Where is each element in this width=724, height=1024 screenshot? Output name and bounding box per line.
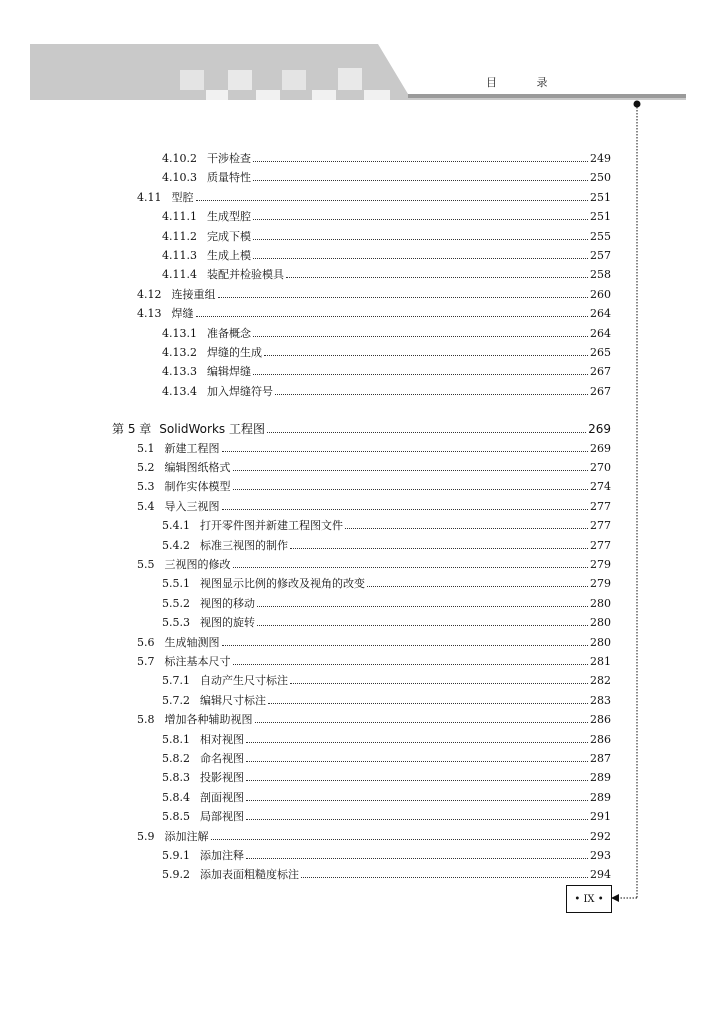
toc-entry-title: 视图的移动 — [200, 596, 255, 610]
toc-entry-page: 255 — [590, 229, 611, 243]
toc-entry[interactable] — [137, 286, 611, 304]
toc-entry-title: 命名视图 — [200, 752, 244, 765]
toc-entry-page: 277 — [590, 538, 611, 552]
toc-entry-number: 4.11.3 — [162, 249, 197, 262]
toc-leader-dots — [246, 761, 588, 762]
toc-entry-title: 打开零件图并新建工程图文件 — [200, 519, 343, 533]
toc-entry-page: 289 — [590, 790, 611, 804]
toc-entry-title: 质量特性 — [207, 171, 251, 185]
toc-entry-page: 267 — [590, 384, 611, 398]
toc-entry[interactable] — [162, 537, 611, 555]
toc-entry-title: 干涉检查 — [207, 152, 251, 165]
toc-entry-number: 5.5.2 — [162, 596, 190, 610]
toc-entry-page: 251 — [590, 210, 611, 224]
toc-entry[interactable] — [162, 169, 611, 187]
toc-leader-dots — [367, 586, 588, 587]
toc-entry[interactable] — [162, 266, 611, 284]
toc-entry-page: 279 — [590, 558, 611, 571]
toc-entry-title: 投影视图 — [200, 771, 244, 785]
toc-entry-page: 269 — [590, 441, 611, 455]
toc-entry[interactable] — [162, 808, 611, 826]
toc-entry[interactable] — [137, 305, 611, 323]
toc-leader-dots — [233, 567, 589, 568]
toc-entry-number: 4.11.2 — [162, 229, 197, 243]
toc-entry-page: 267 — [590, 365, 611, 379]
toc-entry[interactable] — [162, 575, 611, 593]
toc-entry-title: 连接重组 — [171, 287, 216, 301]
toc-entry-page: 280 — [590, 596, 611, 610]
toc-entry-number: 4.10.2 — [162, 152, 197, 165]
toc-entry[interactable] — [162, 750, 611, 768]
toc-entry[interactable] — [137, 634, 611, 652]
toc-entry[interactable] — [137, 498, 611, 516]
toc-entry-number: 5.7.2 — [162, 693, 190, 707]
toc-entry-title: 生成上模 — [207, 249, 251, 262]
toc-leader-dots — [233, 489, 589, 490]
toc-entry[interactable] — [162, 344, 611, 362]
toc-entry-number: 4.11.1 — [162, 210, 197, 224]
toc-entry[interactable] — [162, 692, 611, 710]
toc-leader-dots — [246, 858, 588, 859]
toc-leader-dots — [253, 258, 588, 259]
toc-entry[interactable] — [162, 769, 611, 787]
toc-entry-title: 编辑焊缝 — [207, 365, 251, 379]
toc-entry-number: 5.5.3 — [162, 616, 190, 630]
toc-leader-dots — [246, 780, 588, 781]
toc-entry-number: 4.13.3 — [162, 365, 197, 379]
toc-entry-number: 5.3 — [137, 480, 155, 494]
toc-entry-page: 277 — [590, 499, 611, 513]
toc-leader-dots — [264, 355, 588, 356]
toc-entry[interactable] — [162, 517, 611, 535]
toc-entry-number: 5.2 — [137, 461, 155, 474]
header-title: 目 录 — [486, 76, 566, 89]
toc-leader-dots — [233, 470, 589, 471]
toc-entry-title: 装配并检验模具 — [207, 268, 284, 282]
toc-entry-number: 5.9.1 — [162, 849, 190, 862]
toc-leader-dots — [253, 219, 588, 220]
toc-leader-dots — [257, 625, 588, 626]
toc-entry-page: 249 — [590, 152, 611, 165]
toc-entry[interactable] — [137, 653, 611, 671]
toc-entry-title: 自动产生尺寸标注 — [200, 674, 288, 688]
toc-leader-dots — [253, 336, 588, 337]
toc-entry-title: 相对视图 — [200, 732, 244, 746]
toc-entry[interactable] — [112, 420, 611, 438]
toc-leader-dots — [255, 722, 589, 723]
toc-entry-page: 283 — [590, 693, 611, 707]
toc-entry-page: 258 — [590, 268, 611, 282]
toc-entry-page: 250 — [590, 171, 611, 185]
toc-entry[interactable] — [162, 789, 611, 807]
toc-leader-dots — [290, 548, 588, 549]
toc-entry-title: 视图显示比例的修改及视角的改变 — [200, 577, 365, 591]
toc-leader-dots — [267, 432, 586, 433]
toc-entry-page: 289 — [590, 771, 611, 785]
toc-entry[interactable] — [162, 672, 611, 690]
toc-entry[interactable] — [137, 440, 611, 458]
toc-leader-dots — [233, 664, 589, 665]
toc-entry[interactable] — [162, 150, 611, 168]
toc-entry-page: 286 — [590, 732, 611, 746]
toc-entry-number: 5.7.1 — [162, 674, 190, 688]
toc-entry-page: 265 — [590, 346, 611, 359]
toc-entry-title: 局部视图 — [200, 810, 244, 824]
toc-entry-page: 294 — [590, 868, 611, 882]
toc-entry-page: 292 — [590, 829, 611, 843]
toc-entry-page: 287 — [590, 752, 611, 765]
toc-leader-dots — [253, 239, 588, 240]
toc-entry-page: 251 — [590, 190, 611, 204]
toc-entry-number: 5.8.3 — [162, 771, 190, 785]
toc-entry-page: 260 — [590, 287, 611, 301]
toc-entry-number: 5.8.5 — [162, 810, 190, 824]
toc-leader-dots — [345, 528, 588, 529]
toc-entry-number: 4.13.2 — [162, 346, 197, 359]
toc-entry-number: 5.8.1 — [162, 732, 190, 746]
toc-entry-number: 5.7 — [137, 655, 155, 668]
toc-entry-title: 标准三视图的制作 — [200, 538, 288, 552]
toc-entry-title: 编辑尺寸标注 — [200, 693, 266, 707]
toc-leader-dots — [218, 297, 589, 298]
toc-entry-number: 5.4.2 — [162, 538, 190, 552]
toc-entry-title: 型腔 — [171, 190, 194, 204]
toc-leader-dots — [257, 606, 588, 607]
toc-entry-number: 5.4 — [137, 499, 155, 513]
toc-entry[interactable] — [162, 363, 611, 381]
toc-leader-dots — [246, 800, 588, 801]
toc-entry[interactable] — [162, 614, 611, 632]
toc-entry-title: 焊缝 — [171, 307, 194, 321]
toc-leader-dots — [222, 645, 589, 646]
toc-entry-title: 导入三视图 — [164, 499, 220, 513]
toc-entry-page: 269 — [588, 422, 611, 437]
toc-entry[interactable] — [162, 325, 611, 343]
toc-entry-number: 5.9.2 — [162, 868, 190, 882]
page-number-label: • IX • — [574, 893, 604, 905]
toc-entry-page: 279 — [590, 577, 611, 591]
toc-entry-number: 5.8.4 — [162, 790, 190, 804]
toc-entry-page: 293 — [590, 849, 611, 862]
toc-entry-page: 291 — [590, 810, 611, 824]
toc-entry-title: 加入焊缝符号 — [207, 384, 273, 398]
toc-entry-title: 生成型腔 — [207, 210, 251, 224]
toc-leader-dots — [246, 819, 588, 820]
toc-entry-page: 280 — [590, 616, 611, 630]
toc-entry-page: 264 — [590, 307, 611, 321]
toc-entry-page: 264 — [590, 326, 611, 340]
toc-entry-number: 5.8.2 — [162, 752, 190, 765]
toc-entry-title: 焊缝的生成 — [207, 346, 262, 359]
header-decoration — [30, 44, 686, 100]
toc-entry-number: 5.4.1 — [162, 519, 190, 533]
toc-leader-dots — [196, 200, 589, 201]
toc-entry-number: 5.6 — [137, 635, 155, 649]
toc-entry-title: 生成轴测图 — [164, 635, 220, 649]
toc-entry-title: 编辑图纸格式 — [164, 461, 231, 474]
toc-entry[interactable] — [162, 847, 611, 865]
toc-entry-title: 标注基本尺寸 — [164, 655, 231, 668]
toc-entry-title: 准备概念 — [207, 326, 251, 340]
toc-entry-page: 257 — [590, 249, 611, 262]
toc-entry-page: 281 — [590, 655, 611, 668]
toc-entry-number: 4.10.3 — [162, 171, 197, 185]
toc-entry-title: SolidWorks 工程图 — [159, 422, 265, 437]
toc-entry-page: 282 — [590, 674, 611, 688]
toc-leader-dots — [301, 877, 588, 878]
toc-entry[interactable] — [162, 247, 611, 265]
toc-entry-number: 4.11 — [137, 190, 162, 204]
toc-entry-number: 5.9 — [137, 829, 155, 843]
toc-entry-number: 4.11.4 — [162, 268, 197, 282]
toc-leader-dots — [290, 683, 588, 684]
toc-leader-dots — [253, 180, 588, 181]
toc-entry[interactable] — [137, 556, 611, 574]
toc-entry-page: 270 — [590, 461, 611, 474]
toc-entry[interactable] — [162, 383, 611, 401]
toc-leader-dots — [286, 277, 588, 278]
toc-entry[interactable] — [137, 711, 611, 729]
toc-entry[interactable] — [162, 595, 611, 613]
toc-entry[interactable] — [162, 208, 611, 226]
toc-entry-title: 新建工程图 — [164, 441, 220, 455]
toc-entry-title: 制作实体模型 — [164, 480, 231, 494]
page-number — [566, 885, 612, 913]
toc-entry-number: 5.5.1 — [162, 577, 190, 591]
toc-entry[interactable] — [137, 189, 611, 207]
toc-leader-dots — [275, 394, 588, 395]
toc-leader-dots — [253, 374, 588, 375]
toc-entry[interactable] — [137, 828, 611, 846]
toc-entry-number: 5.5 — [137, 558, 155, 571]
toc-entry[interactable] — [162, 866, 611, 884]
toc-entry-title: 完成下模 — [207, 229, 251, 243]
toc-entry[interactable] — [137, 459, 611, 477]
toc-leader-dots — [268, 703, 588, 704]
toc-entry-page: 274 — [590, 480, 611, 494]
toc-entry-number: 4.12 — [137, 287, 162, 301]
toc-leader-dots — [211, 839, 589, 840]
toc-entry-title: 增加各种辅助视图 — [164, 713, 253, 727]
toc-entry[interactable] — [162, 228, 611, 246]
toc-entry-page: 280 — [590, 635, 611, 649]
toc-entry-title: 添加注释 — [200, 849, 244, 862]
toc-entry[interactable] — [162, 731, 611, 749]
toc-entry-title: 添加注解 — [164, 829, 209, 843]
toc-entry-number: 4.13.4 — [162, 384, 197, 398]
toc-entry-page: 286 — [590, 713, 611, 727]
toc-entry-title: 剖面视图 — [200, 790, 244, 804]
page-header — [0, 0, 724, 120]
toc-leader-dots — [222, 509, 589, 510]
toc-entry-title: 添加表面粗糙度标注 — [200, 868, 299, 882]
toc-entry-number: 第 5 章 — [112, 422, 152, 437]
toc-entry[interactable] — [137, 478, 611, 496]
toc-leader-dots — [196, 316, 589, 317]
toc-leader-dots — [253, 161, 588, 162]
toc-entry-page: 277 — [590, 519, 611, 533]
toc-entry-title: 视图的旋转 — [200, 616, 255, 630]
toc-entry-number: 5.1 — [137, 441, 155, 455]
toc-entry-number: 5.8 — [137, 713, 155, 727]
toc-leader-dots — [222, 451, 589, 452]
toc-entry-number: 4.13.1 — [162, 326, 197, 340]
toc-leader-dots — [246, 742, 588, 743]
toc-entry-title: 三视图的修改 — [164, 558, 231, 571]
toc-entry-number: 4.13 — [137, 307, 162, 321]
